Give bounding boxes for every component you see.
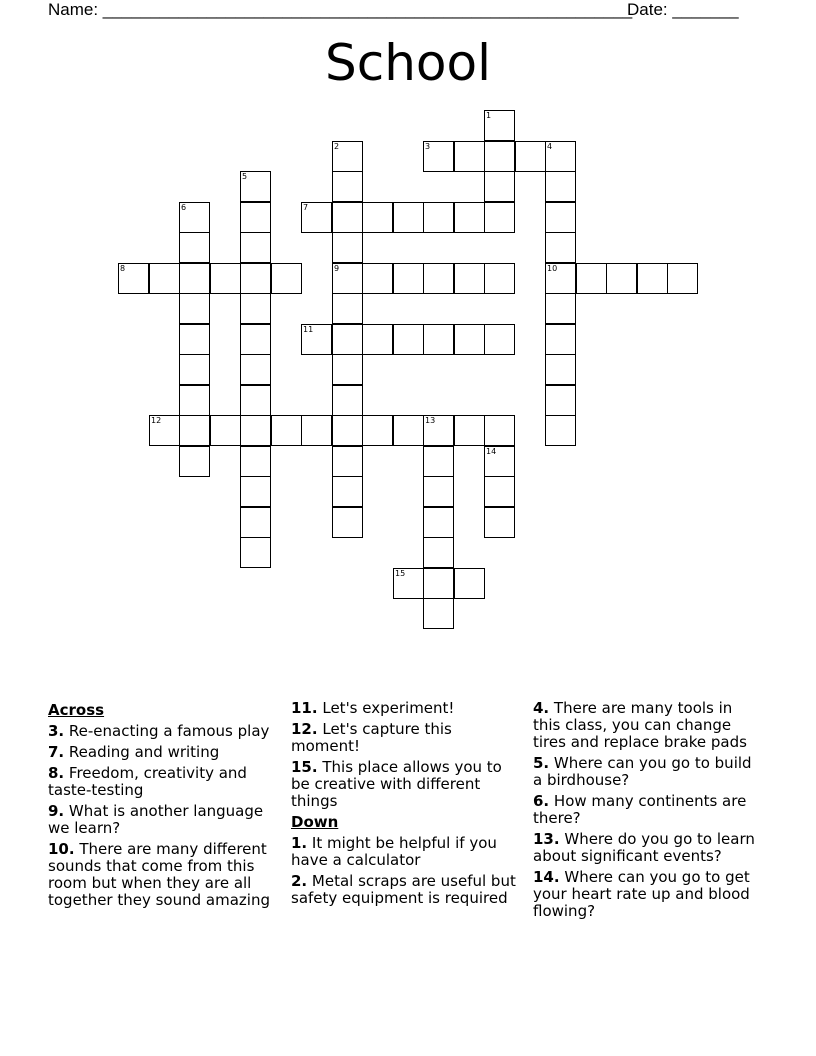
cell-number: 5 (242, 172, 248, 181)
grid-cell[interactable] (240, 171, 271, 202)
grid-cell[interactable] (393, 415, 424, 446)
name-field-label[interactable]: Name: ________________________________________________________ (48, 0, 633, 19)
grid-cell[interactable] (484, 141, 515, 172)
cell-number: 2 (334, 142, 340, 151)
clue-text: How many continents are there? (533, 792, 747, 827)
clue-across-7 (48, 744, 274, 761)
grid-cell[interactable] (484, 171, 515, 202)
grid-cell[interactable] (484, 476, 515, 507)
grid-cell[interactable] (179, 324, 210, 355)
grid-cell[interactable] (332, 141, 363, 172)
clue-text: Metal scraps are useful but safety equipment is required (291, 872, 516, 907)
clue-text: Where can you go to get your heart rate up and blood flowing? (533, 868, 750, 920)
grid-cell[interactable] (301, 324, 332, 355)
cell-number: 4 (547, 142, 553, 151)
grid-cell[interactable] (484, 324, 515, 355)
grid-cell[interactable] (179, 385, 210, 416)
grid-cell[interactable] (240, 202, 271, 233)
grid-cell[interactable] (423, 141, 454, 172)
grid-cell[interactable] (332, 171, 363, 202)
clue-number: 10. (48, 840, 75, 858)
grid-cell[interactable] (545, 324, 576, 355)
clue-number: 8. (48, 764, 65, 782)
cell-number: 11 (303, 325, 314, 334)
clue-text: Freedom, creativity and taste-testing (48, 764, 247, 799)
grid-cell[interactable] (667, 263, 698, 294)
clue-number: 11. (291, 699, 318, 717)
clue-text: It might be helpful if you have a calculator (291, 834, 497, 869)
clue-across-8 (48, 765, 274, 799)
clue-across-15 (291, 759, 517, 810)
grid-cell[interactable] (454, 324, 485, 355)
grid-cell[interactable] (179, 263, 210, 294)
clue-text: Where can you go to build a birdhouse? (533, 754, 752, 789)
grid-cell[interactable] (393, 568, 424, 599)
grid-cell[interactable] (454, 202, 485, 233)
grid-cell[interactable] (332, 263, 363, 294)
grid-cell[interactable] (423, 598, 454, 629)
down-heading: Down (291, 813, 339, 831)
cell-number: 8 (120, 264, 126, 273)
cell-number: 13 (425, 416, 436, 425)
grid-cell[interactable] (545, 293, 576, 324)
grid-cell[interactable] (240, 263, 271, 294)
grid-cell[interactable] (423, 446, 454, 477)
clue-down-13 (533, 831, 759, 865)
grid-cell[interactable] (484, 263, 515, 294)
clue-text: Let's capture this moment! (291, 720, 452, 755)
grid-cell[interactable] (332, 415, 363, 446)
grid-cell[interactable] (332, 324, 363, 355)
grid-cell[interactable] (454, 415, 485, 446)
grid-cell[interactable] (423, 476, 454, 507)
grid-cell[interactable] (210, 415, 241, 446)
clue-down-4 (533, 700, 759, 751)
clue-down-6 (533, 793, 759, 827)
grid-cell[interactable] (423, 507, 454, 538)
cell-number: 14 (486, 447, 497, 456)
cell-number: 15 (395, 569, 406, 578)
cell-number: 7 (303, 203, 309, 212)
grid-cell[interactable] (179, 232, 210, 263)
clues-column-3 (533, 700, 759, 924)
grid-cell[interactable] (149, 263, 180, 294)
grid-cell[interactable] (545, 415, 576, 446)
grid-cell[interactable] (332, 385, 363, 416)
grid-cell[interactable] (240, 476, 271, 507)
cell-number: 1 (486, 111, 492, 120)
grid-cell[interactable] (332, 293, 363, 324)
clue-across-12 (291, 721, 517, 755)
grid-cell[interactable] (332, 202, 363, 233)
clue-number: 3. (48, 722, 65, 740)
puzzle-title: School (325, 34, 491, 92)
grid-cell[interactable] (393, 263, 424, 294)
clue-number: 4. (533, 699, 550, 717)
grid-cell[interactable] (179, 293, 210, 324)
grid-cell[interactable] (179, 446, 210, 477)
clue-number: 9. (48, 802, 65, 820)
grid-cell[interactable] (423, 324, 454, 355)
cell-number: 6 (181, 203, 187, 212)
grid-cell[interactable] (545, 354, 576, 385)
grid-cell[interactable] (545, 263, 576, 294)
grid-cell[interactable] (484, 446, 515, 477)
clue-down-1 (291, 835, 517, 869)
grid-cell[interactable] (423, 415, 454, 446)
across-heading: Across (48, 701, 105, 719)
grid-cell[interactable] (484, 507, 515, 538)
grid-cell[interactable] (179, 354, 210, 385)
grid-cell[interactable] (423, 202, 454, 233)
grid-cell[interactable] (545, 202, 576, 233)
clue-number: 2. (291, 872, 308, 890)
grid-cell[interactable] (484, 415, 515, 446)
grid-cell[interactable] (423, 537, 454, 568)
grid-cell[interactable] (179, 202, 210, 233)
clue-text: Re-enacting a famous play (68, 722, 270, 740)
grid-cell[interactable] (362, 415, 393, 446)
grid-cell[interactable] (454, 141, 485, 172)
grid-cell[interactable] (301, 415, 332, 446)
grid-cell[interactable] (210, 263, 241, 294)
cell-number: 12 (151, 416, 162, 425)
grid-cell[interactable] (332, 446, 363, 477)
grid-cell[interactable] (393, 202, 424, 233)
clue-number: 5. (533, 754, 550, 772)
grid-cell[interactable] (332, 476, 363, 507)
clues-column-1 (48, 700, 274, 913)
clue-text: Let's experiment! (322, 699, 455, 717)
grid-cell[interactable] (423, 568, 454, 599)
grid-cell[interactable] (515, 141, 546, 172)
clue-down-5 (533, 755, 759, 789)
grid-cell[interactable] (637, 263, 668, 294)
cell-number: 3 (425, 142, 431, 151)
clue-text: This place allows you to be creative with different things (291, 758, 502, 810)
clue-text: What is another language we learn? (48, 802, 264, 837)
clues-column-2 (291, 700, 517, 911)
grid-cell[interactable] (454, 263, 485, 294)
grid-cell[interactable] (393, 324, 424, 355)
clue-down-2 (291, 873, 517, 907)
clue-text: Where do you go to learn about significant events? (533, 830, 755, 865)
grid-cell[interactable] (332, 232, 363, 263)
clue-number: 1. (291, 834, 308, 852)
grid-cell[interactable] (240, 537, 271, 568)
clue-number: 15. (291, 758, 318, 776)
clue-across-11 (291, 700, 517, 717)
clue-across-3 (48, 723, 274, 740)
grid-cell[interactable] (240, 232, 271, 263)
grid-cell[interactable] (240, 507, 271, 538)
clue-down-14 (533, 869, 759, 920)
grid-cell[interactable] (240, 354, 271, 385)
grid-cell[interactable] (423, 263, 454, 294)
clue-across-9 (48, 803, 274, 837)
grid-cell[interactable] (545, 171, 576, 202)
grid-cell[interactable] (240, 385, 271, 416)
grid-cell[interactable] (362, 202, 393, 233)
grid-cell[interactable] (576, 263, 607, 294)
grid-cell[interactable] (545, 141, 576, 172)
grid-cell[interactable] (484, 110, 515, 141)
grid-cell[interactable] (149, 415, 180, 446)
grid-cell[interactable] (362, 263, 393, 294)
clue-number: 12. (291, 720, 318, 738)
cell-number: 9 (334, 264, 340, 273)
grid-cell[interactable] (179, 415, 210, 446)
clue-number: 7. (48, 743, 65, 761)
grid-cell[interactable] (484, 202, 515, 233)
grid-cell[interactable] (545, 232, 576, 263)
cell-number: 10 (547, 264, 558, 273)
grid-cell[interactable] (271, 415, 302, 446)
grid-cell[interactable] (454, 568, 485, 599)
clues-section (48, 700, 768, 1000)
clue-number: 6. (533, 792, 550, 810)
clue-text: Reading and writing (68, 743, 220, 761)
date-field-label[interactable]: Date: _______ (627, 0, 739, 19)
clue-text: There are many tools in this class, you can change tires and replace brake pads (533, 699, 747, 751)
clue-number: 13. (533, 830, 560, 848)
grid-cell[interactable] (240, 324, 271, 355)
clue-text: There are many different sounds that come from this room but when they are all together they sound amazing (48, 840, 270, 909)
grid-cell[interactable] (606, 263, 637, 294)
grid-cell[interactable] (271, 263, 302, 294)
clue-number: 14. (533, 868, 560, 886)
grid-cell[interactable] (240, 293, 271, 324)
grid-cell[interactable] (545, 385, 576, 416)
grid-cell[interactable] (118, 263, 149, 294)
grid-cell[interactable] (332, 507, 363, 538)
grid-cell[interactable] (362, 324, 393, 355)
grid-cell[interactable] (240, 415, 271, 446)
grid-cell[interactable] (240, 446, 271, 477)
grid-cell[interactable] (332, 354, 363, 385)
clue-across-10 (48, 841, 274, 909)
grid-cell[interactable] (301, 202, 332, 233)
